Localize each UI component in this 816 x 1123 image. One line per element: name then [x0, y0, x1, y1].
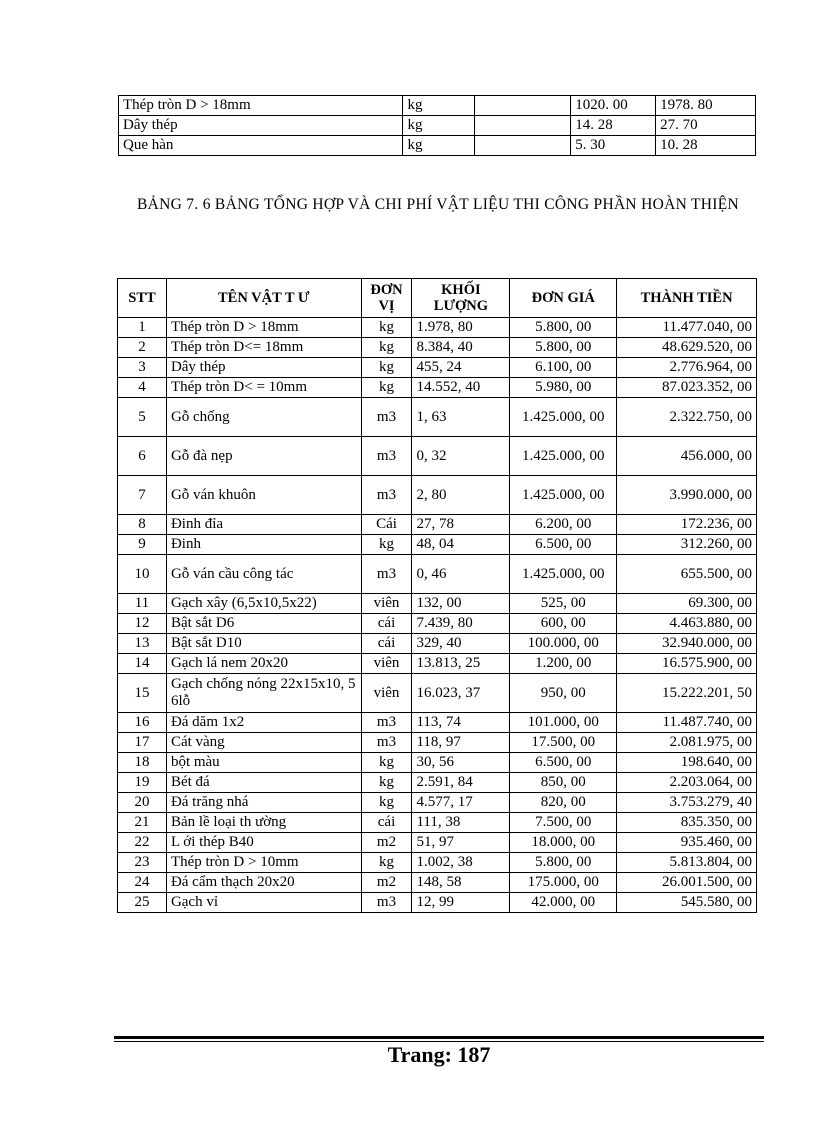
header-qty: KHỐI LƯỢNG: [412, 279, 510, 318]
cell-amount: 835.350, 00: [617, 813, 757, 833]
cell-amount: 11.487.740, 00: [617, 713, 757, 733]
cell-amount: 312.260, 00: [617, 535, 757, 555]
cell-amount: 172.236, 00: [617, 515, 757, 535]
cell-total: 27. 70: [656, 116, 756, 136]
cell-unit: kg: [403, 96, 475, 116]
cell-amount: 87.023.352, 00: [617, 378, 757, 398]
cell-name: Thép tròn D > 10mm: [166, 853, 361, 873]
cell-qty: 14. 28: [571, 116, 656, 136]
table-row: [118, 873, 757, 893]
cell-amount: 69.300, 00: [617, 594, 757, 614]
cell-stt: 18: [118, 753, 167, 773]
cell-qty: 13.813, 25: [412, 654, 510, 674]
cell-unit: m3: [361, 893, 412, 913]
cell-qty: 132, 00: [412, 594, 510, 614]
cell-stt: 14: [118, 654, 167, 674]
cell-unit: viên: [361, 654, 412, 674]
cell-name: Bật sắt D6: [166, 614, 361, 634]
cell-amount: 2.322.750, 00: [617, 398, 757, 437]
cell-stt: 1: [118, 318, 167, 338]
cell-stt: 8: [118, 515, 167, 535]
cell-name: Gỗ ván cầu công tác: [166, 555, 361, 594]
cell-amount: 11.477.040, 00: [617, 318, 757, 338]
cell-name: Bật sắt D10: [166, 634, 361, 654]
cell-name: Bản lề loại th ường: [166, 813, 361, 833]
cell-stt: 21: [118, 813, 167, 833]
cell-unit: cái: [361, 813, 412, 833]
cell-name: Đinh đỉa: [166, 515, 361, 535]
cell-stt: 9: [118, 535, 167, 555]
cell-price: 17.500, 00: [510, 733, 617, 753]
cell-unit: kg: [361, 338, 412, 358]
cell-price: 5.800, 00: [510, 853, 617, 873]
cell-qty: 2.591, 84: [412, 773, 510, 793]
cell-name: Cát vàng: [166, 733, 361, 753]
cell-price: 1.425.000, 00: [510, 437, 617, 476]
cell-amount: 4.463.880, 00: [617, 614, 757, 634]
cell-unit: kg: [403, 136, 475, 156]
cell-name: Bét đá: [166, 773, 361, 793]
cell-price: 175.000, 00: [510, 873, 617, 893]
cell-amount: 15.222.201, 50: [617, 674, 757, 713]
cell-price: 6.100, 00: [510, 358, 617, 378]
table-row: [118, 338, 757, 358]
cell-amount: 3.753.279, 40: [617, 793, 757, 813]
cell-qty: 12, 99: [412, 893, 510, 913]
header-name: TÊN VẬT T Ư: [166, 279, 361, 318]
cell-price: 6.500, 00: [510, 753, 617, 773]
cell-qty: 14.552, 40: [412, 378, 510, 398]
cell-qty: 1.002, 38: [412, 853, 510, 873]
cell-blank: [475, 96, 571, 116]
cell-amount: 2.203.064, 00: [617, 773, 757, 793]
cell-qty: 1020. 00: [571, 96, 656, 116]
header-stt: STT: [118, 279, 167, 318]
cell-price: 101.000, 00: [510, 713, 617, 733]
cell-stt: 7: [118, 476, 167, 515]
cell-stt: 25: [118, 893, 167, 913]
cell-name: Thép tròn D< = 10mm: [166, 378, 361, 398]
cell-name: Gỗ đà nẹp: [166, 437, 361, 476]
page-number: Trang: 187: [387, 1042, 491, 1067]
cell-unit: kg: [361, 358, 412, 378]
cell-qty: 0, 32: [412, 437, 510, 476]
table-row: [118, 398, 757, 437]
table-row: [118, 654, 757, 674]
cell-unit: viên: [361, 594, 412, 614]
cell-amount: 456.000, 00: [617, 437, 757, 476]
cell-name: Que hàn: [119, 136, 403, 156]
table-row: [118, 733, 757, 753]
cell-unit: m3: [361, 476, 412, 515]
cell-name: Gạch lá nem 20x20: [166, 654, 361, 674]
cell-name: Đinh: [166, 535, 361, 555]
cell-unit: kg: [361, 853, 412, 873]
cell-qty: 4.577, 17: [412, 793, 510, 813]
cell-price: 1.425.000, 00: [510, 398, 617, 437]
cell-price: 1.425.000, 00: [510, 476, 617, 515]
cell-qty: 148, 58: [412, 873, 510, 893]
cell-name: Dây thép: [166, 358, 361, 378]
cell-name: Đá cẩm thạch 20x20: [166, 873, 361, 893]
cell-unit: m3: [361, 555, 412, 594]
cell-unit: kg: [361, 318, 412, 338]
cell-qty: 1, 63: [412, 398, 510, 437]
cell-price: 5.800, 00: [510, 338, 617, 358]
cell-total: 10. 28: [656, 136, 756, 156]
cell-name: L ới thép B40: [166, 833, 361, 853]
cell-price: 5.800, 00: [510, 318, 617, 338]
cell-price: 5.980, 00: [510, 378, 617, 398]
cell-unit: m3: [361, 398, 412, 437]
cell-name: Thép tròn D > 18mm: [119, 96, 403, 116]
cell-qty: 27, 78: [412, 515, 510, 535]
table-row: [119, 116, 756, 136]
cell-stt: 4: [118, 378, 167, 398]
table-row: [119, 136, 756, 156]
cell-name: Gỗ ván khuôn: [166, 476, 361, 515]
cell-total: 1978. 80: [656, 96, 756, 116]
cell-unit: m2: [361, 873, 412, 893]
cell-unit: kg: [361, 773, 412, 793]
cell-amount: 16.575.900, 00: [617, 654, 757, 674]
cell-price: 1.425.000, 00: [510, 555, 617, 594]
cell-qty: 5. 30: [571, 136, 656, 156]
table-row: [118, 893, 757, 913]
table-row: [118, 318, 757, 338]
cell-stt: 10: [118, 555, 167, 594]
cell-amount: 198.640, 00: [617, 753, 757, 773]
table-row: [118, 378, 757, 398]
table-row: [118, 476, 757, 515]
cell-stt: 24: [118, 873, 167, 893]
cell-stt: 13: [118, 634, 167, 654]
cell-name: Đá trăng nhá: [166, 793, 361, 813]
cell-unit: cái: [361, 614, 412, 634]
cell-qty: 2, 80: [412, 476, 510, 515]
cell-stt: 22: [118, 833, 167, 853]
cell-price: 600, 00: [510, 614, 617, 634]
table-row: [118, 793, 757, 813]
cell-price: 820, 00: [510, 793, 617, 813]
cell-amount: 2.081.975, 00: [617, 733, 757, 753]
cell-price: 850, 00: [510, 773, 617, 793]
cell-unit: Cái: [361, 515, 412, 535]
cell-amount: 32.940.000, 00: [617, 634, 757, 654]
cell-name: bột màu: [166, 753, 361, 773]
header-unit: ĐƠN VỊ: [361, 279, 412, 318]
cell-price: 1.200, 00: [510, 654, 617, 674]
table-row: [119, 96, 756, 116]
cell-name: Gạch vỉ: [166, 893, 361, 913]
cell-unit: m3: [361, 713, 412, 733]
cell-stt: 15: [118, 674, 167, 713]
cell-unit: kg: [403, 116, 475, 136]
cell-name: Gạch xây (6,5x10,5x22): [166, 594, 361, 614]
cell-name: Gạch chống nóng 22x15x10, 5 6lỗ: [166, 674, 361, 713]
cell-price: 950, 00: [510, 674, 617, 713]
table-row: [118, 753, 757, 773]
cell-stt: 19: [118, 773, 167, 793]
materials-continuation-table: [118, 95, 756, 156]
cell-qty: 30, 56: [412, 753, 510, 773]
cell-name: Gỗ chống: [166, 398, 361, 437]
cell-amount: 26.001.500, 00: [617, 873, 757, 893]
cell-qty: 7.439, 80: [412, 614, 510, 634]
cell-unit: m3: [361, 733, 412, 753]
table-row: [118, 833, 757, 853]
cell-name: Dây thép: [119, 116, 403, 136]
cell-price: 100.000, 00: [510, 634, 617, 654]
cell-stt: 20: [118, 793, 167, 813]
cell-stt: 5: [118, 398, 167, 437]
table-row: [118, 674, 757, 713]
table-header-row: [118, 279, 757, 318]
cell-amount: 2.776.964, 00: [617, 358, 757, 378]
cell-unit: kg: [361, 793, 412, 813]
cell-unit: m2: [361, 833, 412, 853]
table-row: [118, 634, 757, 654]
header-amount: THÀNH TIỀN: [617, 279, 757, 318]
cell-price: 6.200, 00: [510, 515, 617, 535]
cell-stt: 2: [118, 338, 167, 358]
table-row: [118, 853, 757, 873]
cell-amount: 5.813.804, 00: [617, 853, 757, 873]
table-title: BẢNG 7. 6 BẢNG TỔNG HỢP VÀ CHI PHÍ VẬT LIỆU THI CÔNG PHẦN HOÀN THIỆN: [137, 196, 739, 213]
cell-price: 42.000, 00: [510, 893, 617, 913]
table-row: [118, 437, 757, 476]
table-row: [118, 773, 757, 793]
header-price: ĐƠN GIÁ: [510, 279, 617, 318]
cell-unit: cái: [361, 634, 412, 654]
cell-qty: 118, 97: [412, 733, 510, 753]
cell-amount: 655.500, 00: [617, 555, 757, 594]
table-row: [118, 594, 757, 614]
cell-qty: 329, 40: [412, 634, 510, 654]
cell-qty: 113, 74: [412, 713, 510, 733]
cell-name: Đá dăm 1x2: [166, 713, 361, 733]
cell-unit: kg: [361, 753, 412, 773]
cell-name: Thép tròn D<= 18mm: [166, 338, 361, 358]
cell-amount: 545.580, 00: [617, 893, 757, 913]
table-row: [118, 515, 757, 535]
table-row: [118, 713, 757, 733]
cell-stt: 23: [118, 853, 167, 873]
table-row: [118, 535, 757, 555]
cell-stt: 11: [118, 594, 167, 614]
cell-blank: [475, 116, 571, 136]
cell-blank: [475, 136, 571, 156]
cell-price: 525, 00: [510, 594, 617, 614]
table-row: [118, 813, 757, 833]
cell-qty: 51, 97: [412, 833, 510, 853]
table-row: [118, 358, 757, 378]
cell-stt: 6: [118, 437, 167, 476]
cell-qty: 0, 46: [412, 555, 510, 594]
cell-price: 6.500, 00: [510, 535, 617, 555]
cell-qty: 48, 04: [412, 535, 510, 555]
cell-unit: m3: [361, 437, 412, 476]
cell-amount: 935.460, 00: [617, 833, 757, 853]
table-row: [118, 555, 757, 594]
cell-amount: 48.629.520, 00: [617, 338, 757, 358]
cell-price: 7.500, 00: [510, 813, 617, 833]
cell-name: Thép tròn D > 18mm: [166, 318, 361, 338]
cell-unit: kg: [361, 535, 412, 555]
materials-summary-table: [117, 278, 757, 913]
cell-qty: 111, 38: [412, 813, 510, 833]
cell-stt: 17: [118, 733, 167, 753]
cell-qty: 8.384, 40: [412, 338, 510, 358]
cell-price: 18.000, 00: [510, 833, 617, 853]
cell-stt: 3: [118, 358, 167, 378]
cell-amount: 3.990.000, 00: [617, 476, 757, 515]
cell-qty: 1.978, 80: [412, 318, 510, 338]
cell-qty: 16.023, 37: [412, 674, 510, 713]
cell-stt: 16: [118, 713, 167, 733]
cell-unit: kg: [361, 378, 412, 398]
footer-rule-thick: [114, 1036, 764, 1039]
cell-unit: viên: [361, 674, 412, 713]
cell-stt: 12: [118, 614, 167, 634]
cell-qty: 455, 24: [412, 358, 510, 378]
table-row: [118, 614, 757, 634]
